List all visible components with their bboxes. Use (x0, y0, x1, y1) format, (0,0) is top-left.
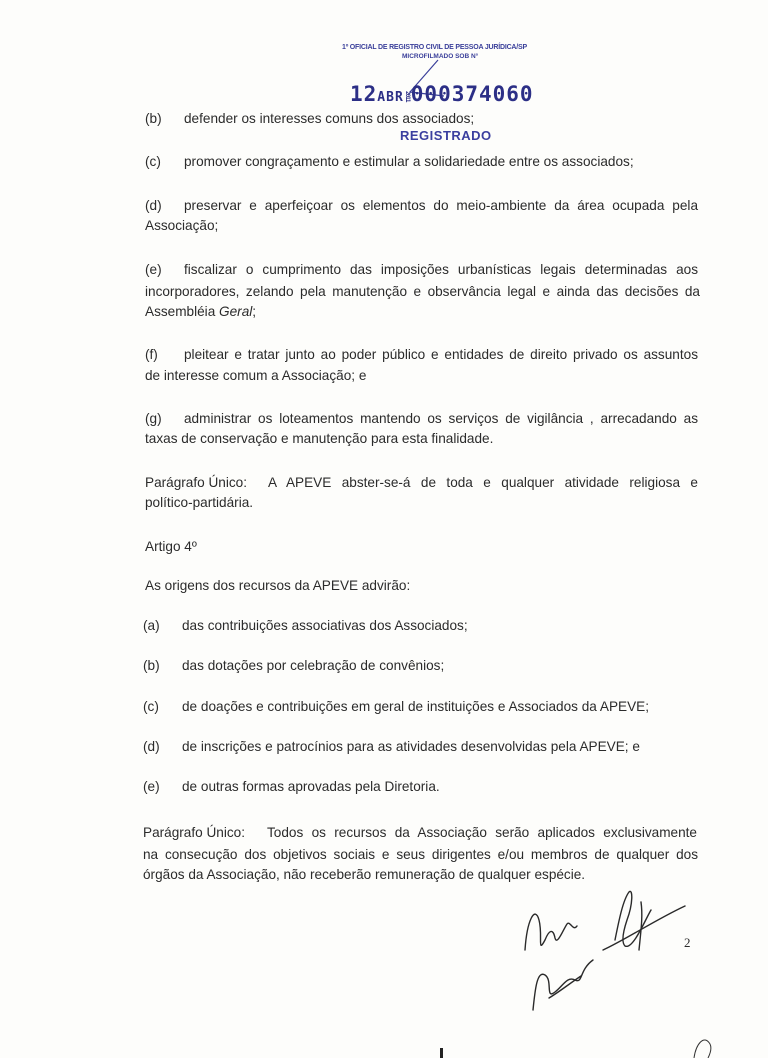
item-text: das contribuições associativas dos Associados; (182, 618, 468, 633)
scan-mark (440, 1048, 443, 1058)
paragraph-line2: na consecução dos objetivos sociais e seus dirigentes e/ou membros de qualquer dos (143, 847, 698, 862)
article-heading: Artigo 4º (145, 539, 197, 554)
item-text-line1: pleitear e tratar junto ao poder público e entidades de direito privado os assuntos (184, 347, 698, 362)
item-text-line1: fiscalizar o cumprimento das imposições urbanísticas legais determinadas aos (184, 262, 698, 277)
paragraph-line2: político-partidária. (145, 495, 254, 510)
stamp-number: 000374060 (410, 82, 534, 106)
stamp-date-number (350, 82, 534, 106)
paragraph-label: Parágrafo Único: (145, 475, 248, 490)
scan-edge-curve (690, 1030, 720, 1058)
item-label: (c) (145, 154, 161, 169)
stamp-office-line: 1º OFICIAL DE REGISTRO CIVIL DE PESSOA JURÍDICA/SP (342, 44, 527, 51)
item-label: (c) (143, 699, 159, 714)
paragraph-line1: A APEVE abster-se-á de toda e qualquer atividade religiosa e (268, 475, 698, 490)
item-text: das dotações por celebração de convênios; (182, 658, 445, 673)
item-text: defender os interesses comuns dos associados; (184, 111, 475, 126)
item-text-line3: Assembléia Geral; (145, 304, 257, 319)
handwritten-signatures (515, 880, 695, 1020)
item-label: (d) (143, 739, 160, 754)
item-text: de inscrições e patrocínios para as atividades desenvolvidas pela APEVE; e (182, 739, 640, 754)
article-intro: As origens dos recursos da APEVE advirão: (145, 578, 411, 593)
item-text-line2: Associação; (145, 218, 219, 233)
stamp-microfilm-line: MICROFILMADO SOB N° (402, 53, 479, 60)
item-label: (e) (145, 262, 162, 277)
item-label: (g) (145, 411, 162, 426)
page-number: 2 (684, 935, 691, 950)
item-text-line1: preservar e aperfeiçoar os elementos do meio-ambiente da área ocupada pela (184, 198, 698, 213)
item-label: (b) (143, 658, 160, 673)
stamp-year: 2011 (403, 90, 411, 101)
item-text-line2: incorporadores, zelando pela manutenção e observância legal e ainda das decisões da (145, 284, 700, 299)
item-text-line2: taxas de conservação e manutenção para esta finalidade. (145, 431, 494, 446)
item-label: (f) (145, 347, 158, 362)
paragraph-label: Parágrafo Único: (143, 825, 246, 840)
paragraph-line1: Todos os recursos da Associação serão aplicados exclusivamente (267, 825, 697, 840)
stamp-status: REGISTRADO (400, 128, 492, 143)
stamp-month: ABR (377, 90, 404, 105)
registry-stamp (330, 38, 570, 148)
item-text-line2: de interesse comum a Associação; e (145, 368, 367, 383)
item-text: promover congraçamento e estimular a solidariedade entre os associados; (184, 154, 634, 169)
item-text: de outras formas aprovadas pela Diretoria. (182, 779, 440, 794)
stamp-day: 12 (350, 82, 378, 106)
item-text-line1: administrar os loteamentos mantendo os serviços de vigilância , arrecadando as (184, 411, 698, 426)
item-label: (b) (145, 111, 162, 126)
paragraph-line3: órgãos da Associação, não receberão remuneração de qualquer espécie. (143, 867, 586, 882)
item-label: (d) (145, 198, 162, 213)
item-label: (a) (143, 618, 160, 633)
item-label: (e) (143, 779, 160, 794)
item-text: de doações e contribuições em geral de instituições e Associados da APEVE; (182, 699, 649, 714)
